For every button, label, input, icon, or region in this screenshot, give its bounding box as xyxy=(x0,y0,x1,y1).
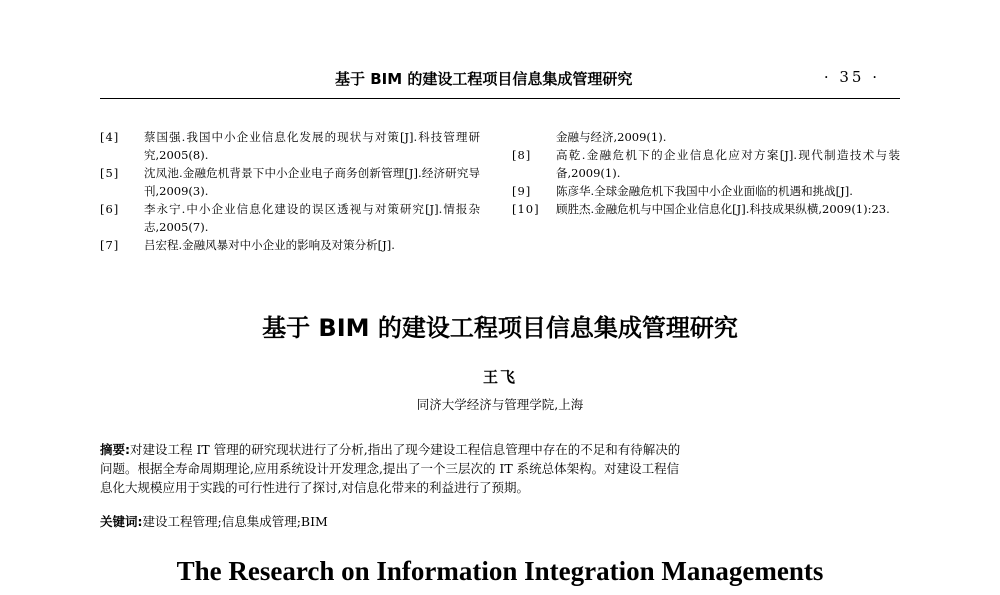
reference-item xyxy=(512,200,900,218)
reference-item xyxy=(512,146,900,182)
reference-continuation: 金融与经济,2009(1). xyxy=(556,130,667,144)
running-title: 基于 BIM 的建设工程项目信息集成管理研究 xyxy=(335,70,633,88)
reference-item xyxy=(512,182,900,200)
reference-item xyxy=(100,164,480,200)
keywords-label: 关键词: xyxy=(100,514,143,529)
reference-text: 陈彦华.全球金融危机下我国中小企业面临的机遇和挑战[J]. xyxy=(556,184,853,198)
reference-number: [4] xyxy=(100,130,120,144)
running-header xyxy=(100,68,900,98)
abstract-text: 对建设工程 IT 管理的研究现状进行了分析,指出了现今建设工程信息管理中存在的不足和有待解决的 xyxy=(130,442,681,457)
reference-item xyxy=(100,236,480,254)
reference-column-left xyxy=(100,128,480,254)
abstract-label: 摘要: xyxy=(100,442,130,457)
abstract xyxy=(100,440,900,497)
reference-text: 蔡国强.我国中小企业信息化发展的现状与对策[J].科技管理研究,2005(8). xyxy=(144,130,480,162)
abstract-line-1 xyxy=(100,440,900,459)
reference-number: [10] xyxy=(512,202,540,216)
keywords-text: 建设工程管理;信息集成管理;BIM xyxy=(142,514,328,529)
reference-number: [7] xyxy=(100,238,120,252)
english-title: The Research on Information Integration Managements xyxy=(176,556,824,586)
reference-item xyxy=(100,128,480,164)
reference-number: [5] xyxy=(100,166,120,180)
keywords xyxy=(100,512,900,530)
reference-text: 顾胜杰.金融危机与中国企业信息化[J].科技成果纵横,2009(1):23. xyxy=(556,202,890,216)
reference-text: 李永宁.中小企业信息化建设的误区透视与对策研究[J].情报杂志,2005(7). xyxy=(144,202,480,234)
article-title: 基于 BIM 的建设工程项目信息集成管理研究 xyxy=(262,314,738,342)
reference-item xyxy=(100,200,480,236)
abstract-line-2: 问题。根据全寿命周期理论,应用系统设计开发理念,提出了一个三层次的 IT 系统总体架构。对建设工程信 xyxy=(100,461,680,476)
reference-number: [6] xyxy=(100,202,120,216)
author-affiliation: 同济大学经济与管理学院,上海 xyxy=(416,397,584,412)
reference-text: 吕宏程.金融风暴对中小企业的影响及对策分析[J]. xyxy=(144,238,395,252)
reference-column-right xyxy=(512,128,900,218)
author-name: 王飞 xyxy=(482,368,517,386)
reference-number: [9] xyxy=(512,184,532,198)
reference-text: 高乾.金融危机下的企业信息化应对方案[J].现代制造技术与装备,2009(1). xyxy=(556,148,900,180)
header-rule xyxy=(100,98,900,99)
reference-text: 沈凤池.金融危机背景下中小企业电子商务创新管理[J].经济研究导刊,2009(3). xyxy=(144,166,480,198)
page-number: · 35 · xyxy=(823,68,880,86)
abstract-line-3: 息化大规模应用于实践的可行性进行了探讨,对信息化带来的利益进行了预期。 xyxy=(100,480,529,495)
reference-number: [8] xyxy=(512,148,532,162)
